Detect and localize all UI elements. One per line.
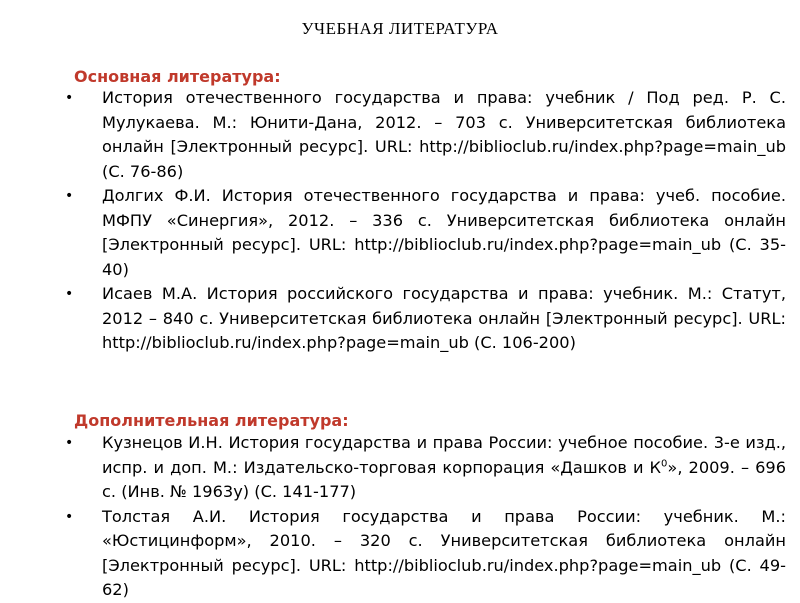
list-item xyxy=(65,431,787,505)
section-heading-extra: Дополнительная литература: xyxy=(74,411,349,430)
bullet-dot-icon: • xyxy=(65,90,74,106)
page-title: УЧЕБНАЯ ЛИТЕРАТУРА xyxy=(301,19,499,38)
extra-literature-list xyxy=(65,431,787,603)
reference-text: Долгих Ф.И. История отечественного государства и права: учеб. пособие. МФПУ «Синергия», 2012. – 336 с. Университетская библиотека онлайн [Электронный ресурс]. URL: http://biblioclub.ru/index.php?page=main_ub (С. 35-40) xyxy=(102,186,786,279)
reference-text: История отечественного государства и права: учебник / Под ред. Р. С. Мулукаева. М.: Юнити-Дана, 2012. – 703 с. Университетская библиотека онлайн [Электронный ресурс]. URL: http://biblioclub.ru/index.php?page=main_ub (С. 76-86) xyxy=(102,88,786,181)
main-literature-list xyxy=(65,86,786,356)
list-item xyxy=(65,282,786,356)
bullet-dot-icon: • xyxy=(65,435,74,451)
bullet-dot-icon: • xyxy=(65,286,74,302)
reference-text: Толстая А.И. История государства и права России: учебник. М.: «Юстицинформ», 2010. – 320 с. Университетская библиотека онлайн [Электронный ресурс]. URL: http://biblioclub.ru/index.php?page=main_ub (С. 49-62) xyxy=(102,506,786,599)
reference-text-part: », 2009. – 696 с. (Инв. № 1963у) (С. 141-177) xyxy=(102,457,787,501)
list-item xyxy=(65,184,786,282)
list-item xyxy=(65,86,786,184)
section-heading-main: Основная литература: xyxy=(74,67,281,86)
bullet-dot-icon: • xyxy=(65,188,74,204)
superscript: 0 xyxy=(661,458,668,470)
bullet-dot-icon: • xyxy=(65,508,74,525)
reference-text: Исаев М.А. История российского государства и права: учебник. М.: Статут, 2012 – 840 с. Университетская библиотека онлайн [Электронный ресурс]. URL: http://biblioclub.ru/index.php?page=main_ub (С. 106-200) xyxy=(102,284,786,352)
reference-text-part: Кузнецов И.Н. История государства и права России: учебное пособие. 3-е изд., испр. и доп. М.: Издательско-торговая корпорация «Дашков и К xyxy=(102,433,786,477)
list-item xyxy=(65,505,786,603)
